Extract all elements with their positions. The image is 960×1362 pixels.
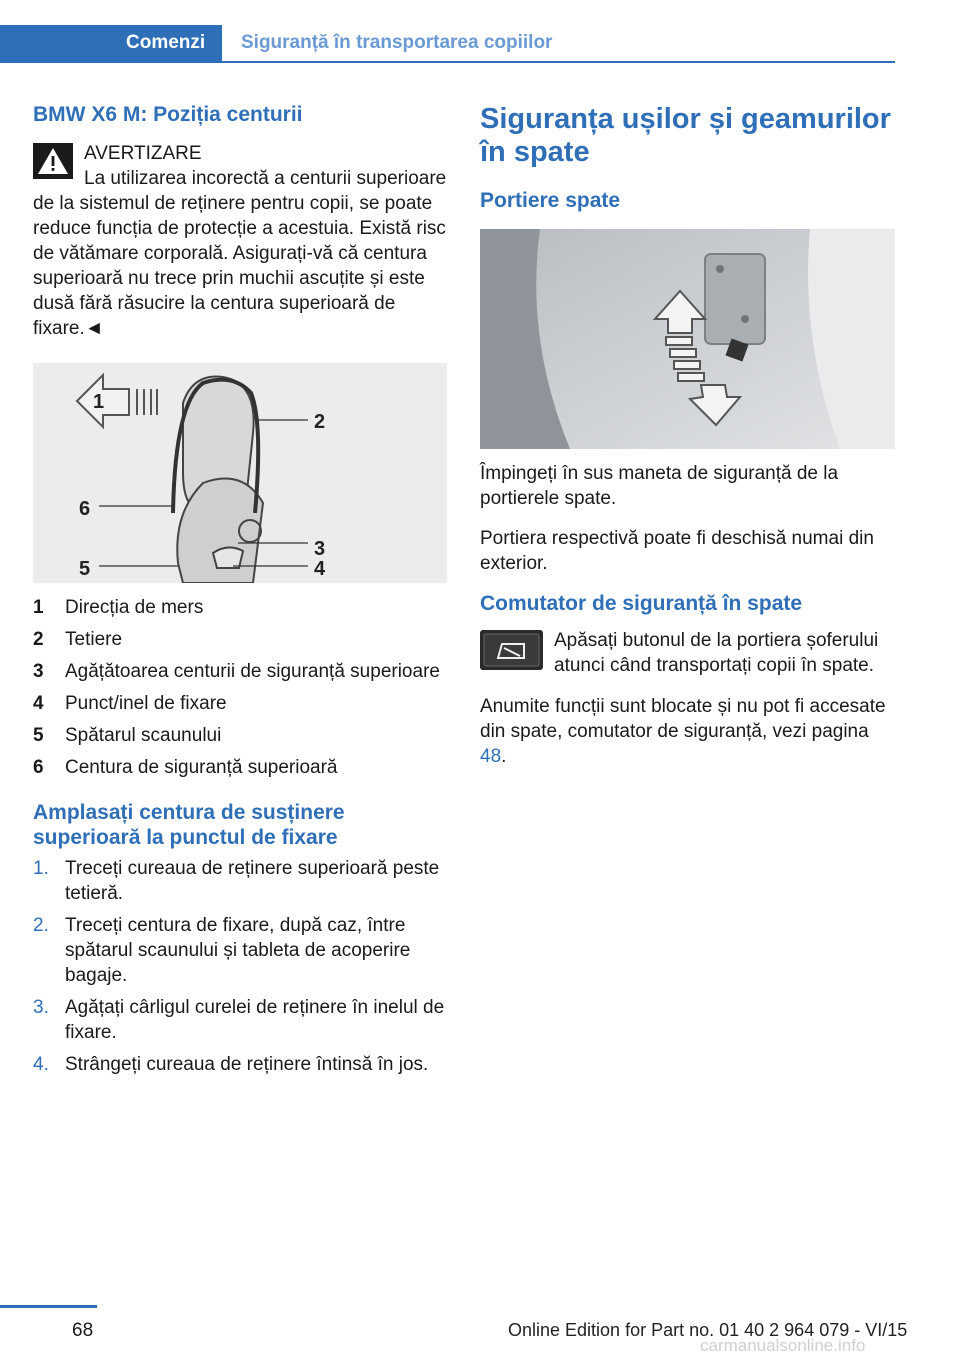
safety-switch-block — [480, 628, 895, 680]
left-column — [33, 103, 447, 1084]
rear-switch-note: Anumite funcții sunt blocate și nu pot fi accesate din spate, comutator de siguranță, vezi pagina 48. — [480, 696, 886, 767]
warning-text: La utilizarea incorectă a centurii superioare de la sistemul de reținere pentru copii, se poate reduce funcția de protecție a acestuia. Există risc de vătămare corporală. Asigurați-vă că centura superioară nu trece prin muchii ascuțite și este dusă fără răsucire la centura superioară de fixare.◄ — [33, 168, 447, 339]
warning-box — [33, 141, 447, 341]
figure-label-2: 2 — [314, 411, 326, 433]
legend-item: 1 Direcția de mers — [33, 597, 204, 618]
figure-label-5: 5 — [79, 558, 91, 580]
rear-doors-text-2: Portiera respectivă poate fi deschisă numai din exterior. — [480, 528, 874, 574]
anchor-belt-heading: Amplasați centura de susținere superioară la punctul de fixare — [33, 801, 345, 849]
belt-position-heading: BMW X6 M: Poziția centurii — [33, 103, 303, 126]
window-lock-switch-icon — [480, 630, 543, 670]
page-number: 68 — [72, 1320, 94, 1341]
figure-label-3: 3 — [314, 538, 326, 560]
warning-icon — [33, 143, 73, 179]
rear-safety-switch-heading: Comutator de siguranță în spate — [480, 592, 803, 615]
legend-item: 2 Tetiere — [33, 629, 123, 650]
door-lock-illustration — [480, 229, 895, 449]
figure-label-4: 4 — [314, 558, 326, 580]
legend-item: 6 Centura de siguranță superioară — [33, 757, 338, 778]
belt-figure — [33, 363, 447, 583]
figure-label-1: 1 — [93, 391, 105, 413]
figure-label-6: 6 — [79, 498, 91, 520]
list-item: 2. Treceți centura de fixare, după caz, între spătarul scaunului și tableta de acoperire bagaje. — [33, 915, 411, 986]
tab-comenzi[interactable]: Comenzi — [0, 25, 222, 61]
warning-title: AVERTIZARE — [84, 143, 202, 164]
steps-list — [33, 856, 447, 1077]
legend-item: 3 Agățătoarea centurii de siguranță superioare — [33, 661, 440, 682]
header-bar — [0, 25, 895, 63]
rear-doors-heading: Portiere spate — [480, 189, 621, 212]
legend-item: 4 Punct/inel de fixare — [33, 693, 227, 714]
figure-legend — [33, 595, 447, 780]
rear-doors-text-1: Împingeți în sus maneta de siguranță de la portierele spate. — [480, 463, 839, 509]
safety-switch-text: Apăsați butonul de la portiera șoferului atunci când transportați copii în spate. — [554, 630, 879, 676]
right-column — [480, 103, 895, 769]
door-lock-photo — [480, 229, 895, 449]
belt-illustration — [33, 363, 447, 583]
list-item: 1. Treceți cureaua de reținere superioară peste tetieră. — [33, 858, 440, 904]
tab-child-safety[interactable]: Siguranță în transportarea copiilor — [241, 32, 553, 53]
page-48-link[interactable]: 48 — [480, 746, 502, 767]
footer-accent-line — [0, 1305, 97, 1308]
list-item: 3. Agățați cârligul curelei de reținere în inelul de fixare. — [33, 997, 445, 1043]
legend-item: 5 Spătarul scaunului — [33, 725, 222, 746]
door-safety-heading: Siguranța ușilor și geamurilor în spate — [480, 103, 891, 168]
watermark: carmanualsonline.info — [700, 1336, 866, 1355]
edition-note: Online Edition for Part no. 01 40 2 964 079 - VI/15 — [508, 1320, 908, 1340]
list-item: 4. Strângeți cureaua de reținere întinsă în jos. — [33, 1054, 429, 1075]
